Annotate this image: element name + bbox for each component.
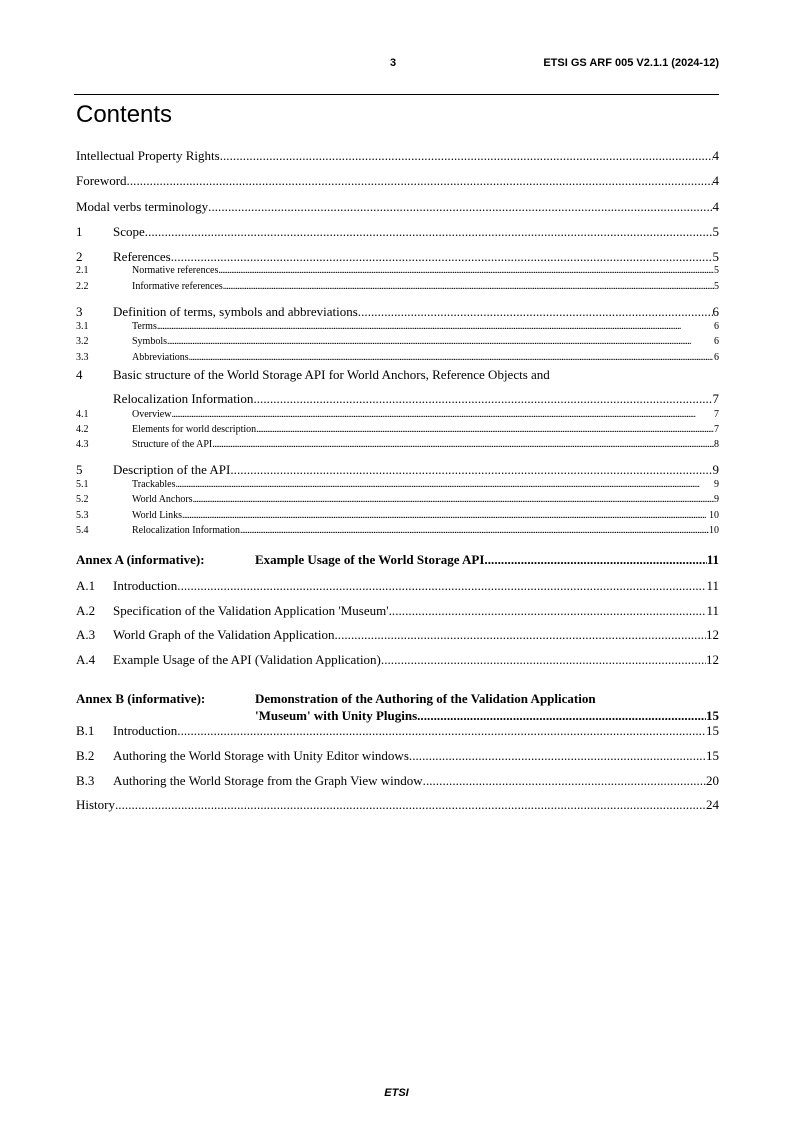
toc-leader-dots	[177, 723, 706, 739]
toc-entry[interactable]	[76, 462, 719, 478]
toc-page-number: 6	[712, 304, 719, 319]
toc-entry[interactable]	[76, 627, 719, 643]
toc-entry[interactable]	[76, 525, 719, 537]
toc-page-number: 8	[714, 439, 719, 450]
toc-leader-dots	[167, 336, 714, 348]
toc-entry-title: World Links	[132, 510, 183, 521]
toc-leader-dots	[115, 797, 706, 813]
toc-leader-dots	[484, 552, 706, 568]
toc-entry[interactable]	[76, 281, 719, 293]
toc-page-number: 4	[712, 148, 719, 163]
toc-entry-number: 5.3	[76, 510, 89, 521]
toc-page-number: 15	[706, 708, 719, 723]
toc-page-number: 12	[706, 652, 719, 667]
toc-entry-title: Trackables	[132, 479, 176, 490]
toc-entry[interactable]	[76, 494, 719, 506]
toc-entry[interactable]	[76, 748, 719, 764]
page-header-document-id: ETSI GS ARF 005 V2.1.1 (2024-12)	[543, 57, 719, 69]
toc-page-number: 5	[712, 249, 719, 264]
toc-leader-dots	[240, 525, 709, 537]
toc-entry-title: History	[76, 797, 115, 812]
toc-entry[interactable]	[76, 304, 719, 320]
toc-entry-number: Annex B (informative):	[76, 691, 206, 706]
toc-entry-title: Description of the API	[113, 462, 231, 477]
toc-entry[interactable]	[76, 265, 719, 277]
toc-page-number: 11	[706, 552, 719, 567]
toc-leader-dots	[193, 494, 714, 506]
toc-entry[interactable]	[76, 173, 719, 189]
toc-leader-dots	[420, 708, 706, 724]
toc-leader-dots	[171, 409, 714, 421]
toc-entry-number: A.4	[76, 652, 96, 667]
toc-page-number: 9	[714, 479, 719, 490]
toc-leader-dots	[358, 304, 713, 320]
toc-entry[interactable]	[76, 510, 719, 522]
toc-page-number: 6	[714, 321, 719, 332]
toc-leader-dots	[220, 148, 713, 164]
table-of-contents	[76, 0, 719, 1122]
page-title: Contents	[76, 101, 173, 128]
toc-entry-number: 4	[76, 367, 83, 382]
toc-page-number: 4	[712, 173, 719, 188]
toc-entry-number: 3.1	[76, 321, 89, 332]
toc-entry[interactable]	[76, 199, 719, 215]
toc-page-number: 11	[706, 578, 719, 593]
toc-page-number: 20	[706, 773, 719, 788]
page-header-number: 3	[390, 57, 397, 69]
toc-entry-number: 5.2	[76, 494, 89, 505]
toc-leader-dots	[127, 173, 713, 189]
toc-entry-title: Specification of the Validation Application 'Museum'	[113, 603, 389, 618]
toc-entry-title: Informative references	[132, 281, 223, 292]
toc-entry-first-line	[76, 367, 550, 383]
toc-leader-dots	[171, 249, 713, 265]
toc-leader-dots	[189, 352, 714, 364]
toc-entry[interactable]	[76, 708, 719, 724]
toc-entry[interactable]	[76, 439, 719, 451]
toc-page-number: 5	[714, 265, 719, 276]
toc-entry[interactable]	[76, 224, 719, 240]
toc-entry-title: Normative references	[132, 265, 219, 276]
toc-entry[interactable]	[76, 391, 719, 407]
toc-entry-number: A.2	[76, 603, 96, 618]
toc-entry-number: A.1	[76, 578, 96, 593]
toc-page-number: 10	[709, 525, 719, 536]
toc-entry-number: 2.1	[76, 265, 89, 276]
toc-entry-title: Abbreviations	[132, 352, 189, 363]
toc-leader-dots	[256, 424, 714, 436]
toc-entry-title: Scope	[113, 224, 145, 239]
toc-entry-title: Foreword	[76, 173, 127, 188]
toc-entry[interactable]	[76, 578, 719, 594]
toc-entry-number: 4.2	[76, 424, 89, 435]
toc-page-number: 9	[712, 462, 719, 477]
toc-page-number: 9	[714, 494, 719, 505]
toc-leader-dots	[145, 224, 713, 240]
toc-entry-number: 1	[76, 224, 83, 239]
toc-entry[interactable]	[76, 603, 719, 619]
toc-entry-number: 4.1	[76, 409, 89, 420]
toc-entry-title: References	[113, 249, 171, 264]
toc-entry-number: 2.2	[76, 281, 89, 292]
toc-leader-dots	[389, 603, 707, 619]
toc-entry[interactable]	[76, 352, 719, 364]
toc-page-number: 4	[712, 199, 719, 214]
toc-leader-dots	[177, 578, 706, 594]
toc-entry-number: B.3	[76, 773, 95, 788]
toc-page-number: 24	[706, 797, 719, 812]
toc-entry-title: Example Usage of the API (Validation Application)	[113, 652, 381, 667]
toc-entry-number: A.3	[76, 627, 96, 642]
toc-entry-title: Intellectual Property Rights	[76, 148, 220, 163]
toc-entry-title: Authoring the World Storage with Unity Editor windows	[113, 748, 409, 763]
toc-entry-title: Introduction	[113, 723, 178, 738]
toc-entry-number: 3.2	[76, 336, 89, 347]
toc-page-number: 7	[712, 391, 719, 406]
toc-entry-title: Relocalization Information	[113, 391, 254, 406]
toc-entry-number: 5	[76, 462, 83, 477]
toc-entry-title: Elements for world description	[132, 424, 257, 435]
toc-leader-dots	[409, 748, 706, 764]
toc-page-number: 11	[706, 603, 719, 618]
toc-entry[interactable]	[76, 336, 719, 348]
toc-entry[interactable]	[76, 773, 719, 789]
toc-entry[interactable]	[76, 723, 719, 739]
toc-entry-number: Annex A (informative):	[76, 552, 205, 567]
toc-leader-dots	[176, 479, 714, 491]
toc-entry-title: Basic structure of the World Storage API for World Anchors, Reference Objects and	[113, 367, 550, 382]
toc-entry[interactable]	[76, 479, 719, 491]
toc-leader-dots	[157, 321, 714, 333]
toc-leader-dots	[334, 627, 706, 643]
toc-entry-title: Introduction	[113, 578, 178, 593]
toc-entry[interactable]	[76, 652, 719, 668]
toc-entry-first-line	[76, 691, 596, 707]
toc-entry-title: Relocalization Information	[132, 525, 241, 536]
toc-page-number: 12	[706, 627, 719, 642]
toc-page-number: 6	[714, 336, 719, 347]
toc-entry-number: 5.1	[76, 479, 89, 490]
toc-page-number: 15	[706, 723, 719, 738]
toc-entry-title: Structure of the API	[132, 439, 213, 450]
toc-entry-number: 2	[76, 249, 83, 264]
toc-entry-title: World Graph of the Validation Application	[113, 627, 335, 642]
toc-leader-dots	[218, 265, 714, 277]
toc-entry-title: World Anchors	[132, 494, 193, 505]
toc-entry[interactable]	[76, 249, 719, 265]
toc-entry-title: Example Usage of the World Storage API	[255, 552, 485, 567]
toc-entry-number: B.1	[76, 723, 95, 738]
toc-entry-number: B.2	[76, 748, 95, 763]
toc-leader-dots	[208, 199, 712, 215]
toc-leader-dots	[423, 773, 706, 789]
toc-entry-title: Definition of terms, symbols and abbreviations	[113, 304, 358, 319]
toc-entry[interactable]	[76, 321, 719, 333]
toc-entry-number: 3.3	[76, 352, 89, 363]
toc-page-number: 7	[714, 424, 719, 435]
toc-page-number: 7	[714, 409, 719, 420]
toc-entry[interactable]	[76, 424, 719, 436]
toc-page-number: 5	[714, 281, 719, 292]
toc-entry-title: Modal verbs terminology	[76, 199, 209, 214]
toc-leader-dots	[230, 462, 712, 478]
toc-entry-title: Authoring the World Storage from the Graph View window	[113, 773, 423, 788]
toc-entry-title: Terms	[132, 321, 157, 332]
toc-leader-dots	[182, 510, 709, 522]
toc-entry-title: Symbols	[132, 336, 168, 347]
toc-leader-dots	[223, 281, 714, 293]
toc-leader-dots	[381, 652, 706, 668]
toc-leader-dots	[212, 439, 714, 451]
toc-entry[interactable]	[76, 409, 719, 421]
toc-entry-number: 3	[76, 304, 83, 319]
toc-entry[interactable]	[76, 797, 719, 813]
toc-entry-number: 5.4	[76, 525, 89, 536]
toc-entry-title: Overview	[132, 409, 172, 420]
page-footer: ETSI	[384, 1087, 409, 1099]
toc-page-number: 5	[712, 224, 719, 239]
toc-leader-dots	[253, 391, 712, 407]
toc-entry-title: Demonstration of the Authoring of the Validation Application	[255, 691, 596, 706]
toc-page-number: 6	[714, 352, 719, 363]
toc-entry-title: 'Museum' with Unity Plugins.	[255, 708, 421, 723]
toc-entry[interactable]	[76, 552, 719, 568]
toc-page-number: 15	[706, 748, 719, 763]
toc-page-number: 10	[709, 510, 719, 521]
toc-entry-number: 4.3	[76, 439, 89, 450]
toc-entry[interactable]	[76, 148, 719, 164]
